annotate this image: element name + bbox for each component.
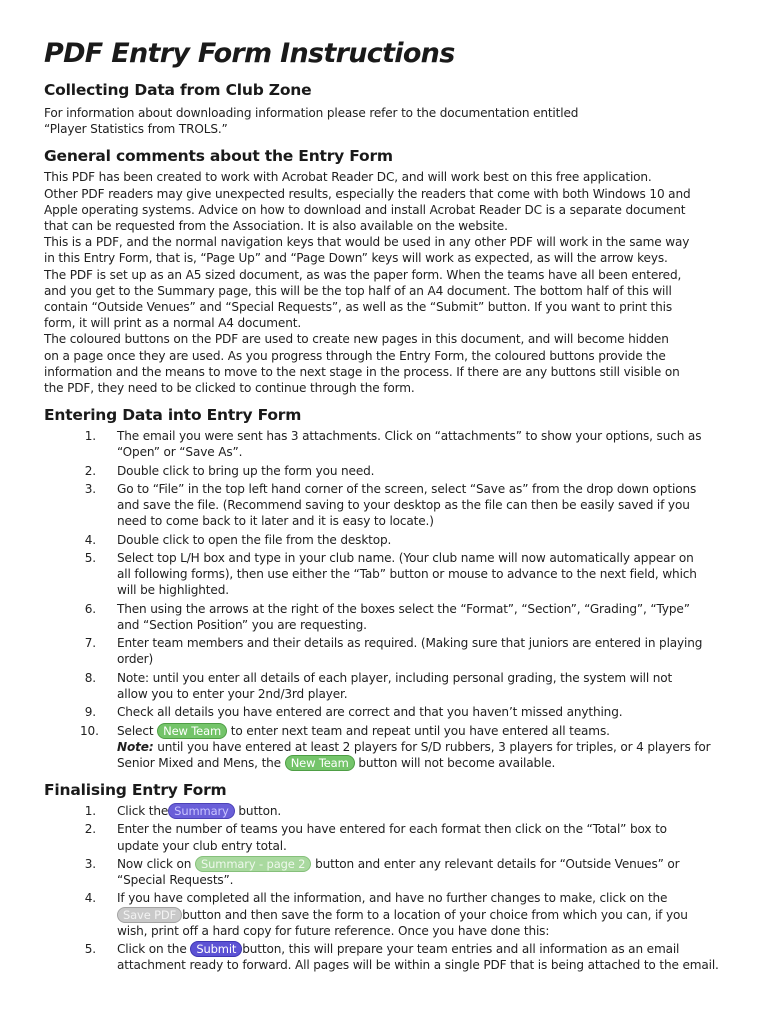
general-text-line: This PDF has been created to work with Acrobat Reader DC, and will work best on this free application. bbox=[44, 170, 652, 185]
general-paragraphs bbox=[44, 169, 734, 396]
finalising-steps-list bbox=[44, 803, 734, 973]
list-item: 4. If you have completed all the information, and have no further changes to make, click on the Save PDF button and then save the form to a location of your choice from which you can, if you wish, print off a hard copy for future reference. Once you have done this: bbox=[84, 891, 688, 938]
submit-button[interactable]: Submit bbox=[190, 941, 242, 957]
new-team-button[interactable]: New Team bbox=[157, 723, 227, 739]
general-text-line: The PDF is set up as an A5 sized document, as was the paper form. When the teams have all been entered, bbox=[44, 267, 682, 282]
list-item-10: 10. Select New Team to enter next team and repeat until you have entered all teams. Note: until you have entered at least 2 players for S/D rubbers, 3 players for triples, or 4 players for Senior Mixed and Mens, the New Team button will not become available. bbox=[80, 723, 711, 770]
list-item: 6. Then using the arrows at the right of the boxes select the “Format”, “Section”, “Grading”, “Type” and “Section Position” you are requesting. bbox=[84, 601, 690, 632]
general-text-line: Apple operating systems. Advice on how to download and install Acrobat Reader DC is a separate document bbox=[44, 202, 686, 217]
list-item: 3. Now click on Summary - page 2 button and enter any relevant details for “Outside Venues” or “Special Requests”. bbox=[84, 856, 680, 888]
general-text-line: that can be requested from the Association. It is also available on the website. bbox=[44, 219, 508, 234]
general-text-line: information and the means to move to the next stage in the process. If there are any buttons still visible on bbox=[44, 364, 680, 379]
document-page bbox=[44, 36, 734, 976]
heading-general: General comments about the Entry Form bbox=[44, 147, 393, 166]
heading-finalising: Finalising Entry Form bbox=[44, 781, 227, 800]
general-text-line: on a page once they are used. As you progress through the Entry Form, the coloured buttons provide the bbox=[44, 348, 666, 363]
heading-collecting: Collecting Data from Club Zone bbox=[44, 81, 312, 99]
list-item: 5. Click on the Submit button, this will prepare your team entries and all information as an email attachment ready to forward. All pages will be within a single PDF that is being attached to the email. bbox=[84, 942, 719, 973]
list-item: 1. Click the Summary button. bbox=[84, 804, 282, 819]
general-text-line: contain “Outside Venues” and “Special Requests”, as well as the “Submit” button. If you want to print this bbox=[44, 300, 672, 315]
list-item: 1. The email you were sent has 3 attachments. Click on “attachments” to show your options, such as “Open” or “Save As”. bbox=[84, 429, 702, 460]
new-team-button-note[interactable]: New Team bbox=[285, 755, 355, 771]
general-text-line: Other PDF readers may give unexpected results, especially the readers that come with both Windows 10 and bbox=[44, 186, 691, 201]
list-item: 8. Note: until you enter all details of each player, including personal grading, the system will not allow you to enter your 2nd/3rd player. bbox=[84, 670, 673, 701]
general-text-line: the PDF, they need to be clicked to continue through the form. bbox=[44, 381, 415, 396]
list-item: 2. Double click to bring up the form you need. bbox=[84, 463, 375, 478]
summary-page-2-button[interactable]: Summary - page 2 bbox=[195, 856, 311, 872]
general-text-line: form, it will print as a normal A4 document. bbox=[44, 316, 302, 331]
list-item: 3. Go to “File” in the top left hand corner of the screen, select “Save as” from the drop down options and save the file. (Recommend saving to your desktop as the file can then be easily saved if you need to come back to it later and it is easy to locate.) bbox=[84, 482, 697, 529]
list-item: 4. Double click to open the file from the desktop. bbox=[84, 532, 392, 547]
heading-entering: Entering Data into Entry Form bbox=[44, 406, 302, 425]
list-item: 7. Enter team members and their details as required. (Making sure that juniors are entered in playing order) bbox=[84, 636, 703, 667]
general-text-line: This is a PDF, and the normal navigation keys that would be used in any other PDF will work in the same way bbox=[44, 235, 690, 250]
entering-steps-list bbox=[44, 428, 734, 771]
list-item: 5. Select top L/H box and type in your club name. (Your club name will now automatically appear on all following forms), then use either the “Tab” button or mouse to advance to the next field, which will be highlighted. bbox=[84, 551, 697, 598]
collecting-line-1: For information about downloading information please refer to the documentation entitled bbox=[44, 106, 579, 120]
general-text-line: and you get to the Summary page, this will be the top half of an A4 document. The bottom half of this will bbox=[44, 283, 672, 298]
general-text-line: The coloured buttons on the PDF are used to create new pages in this document, and will become hidden bbox=[44, 332, 669, 347]
collecting-line-2: “Player Statistics from TROLS.” bbox=[44, 122, 228, 137]
save-pdf-button[interactable]: Save PDF bbox=[117, 907, 182, 923]
summary-button[interactable]: Summary bbox=[168, 803, 235, 819]
general-text-line: in this Entry Form, that is, “Page Up” and “Page Down” keys will work as expected, as will the arrow keys. bbox=[44, 251, 668, 266]
note-label: Note: bbox=[117, 739, 154, 754]
list-item: 2. Enter the number of teams you have entered for each format then click on the “Total” box to update your club entry total. bbox=[84, 822, 667, 853]
page-title: PDF Entry Form Instructions bbox=[44, 38, 455, 69]
list-item: 9. Check all details you have entered are correct and that you haven’t missed anything. bbox=[84, 705, 623, 720]
